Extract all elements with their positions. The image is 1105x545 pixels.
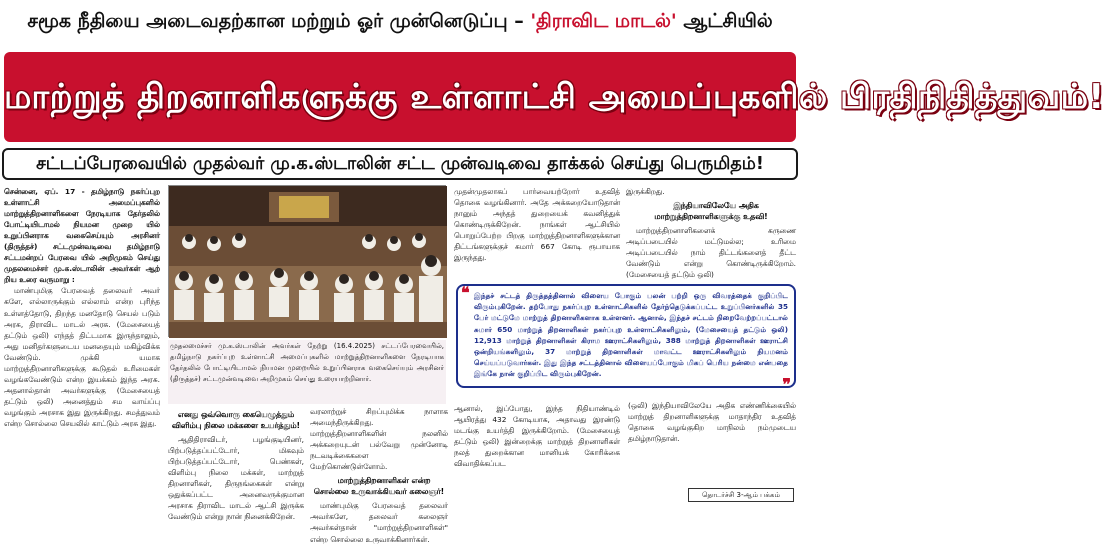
crosshead-india: இந்தியாவிலேயே அதிக மாற்றுத்திறனாளிகளுக்கு உதவி! [654,201,768,222]
article-column-1 [4,186,160,502]
article-column-6 [454,403,620,502]
callout-text: இந்தச் சட்டத் திருத்தத்தினால் விளைய போகும் பலன் பற்றி ஒரு விவரத்தைக் குறிப்பிட விரும்புகிறேன். தற்போது நகர்ப்புற உள்ளாட்சிகளில் தேர்ந்தெடுக்கப்பட்ட உறுப்பினர்களில் 35 பேர் மட்டுமே மாற்றுத் திறனாளிகளாக உள்ளனர். ஆனால், இந்தச் சட்டம் நிறைவேற்றப்பட்டால் சுமார் 650 மாற்றுத் திறனாளிகள் நகர்ப்புற உள்ளாட்சிகளிலும், (மேசையைத் தட்டும் ஒலி) 12,913 மாற்றுத் திறனாளிகள் கிராம ஊராட்சிகளிலும், 388 மாற்றுத் திறனாளிகள் ஊராட்சி ஒன்றியங்களிலும், 37 மாற்றுத் திறனாளிகள் மாவட்ட ஊராட்சிகளிலும் நியமனம் செய்யப்படுவார்கள். இது இந்த சட்டத்தினால் விளையப்போகும் மிகப் பெரிய நன்மை என்பதை இங்கே நான் குறிப்பிட விரும்புகிறேன். [474,291,788,379]
column-5-text-2: மாற்றுத்திறனாளிகளைக் கருணை அடிப்படையில் மட்டுமல்ல; உரிமை அடிப்படையில் நாம் திட்டங்களைத் தீட்ட வேண்டும் என்று கொண்டிருக்கிறோம். (மேசையைத் தட்டும் ஒலி) [626,226,796,280]
article-column-4 [454,186,620,278]
highlight-callout-box [456,283,796,394]
article-column-7 [628,400,796,500]
article-column-2 [168,406,304,522]
column-3-text-2: மாண்புமிகு பேரவைத் தலைவர் அவர்களே, தலைவர் கலைஞர் அவர்கள்தான் "மாற்றுத்திறனாளிகள்" என்ற சொல்லை உருவாக்கினார்கள். [310,501,448,544]
article-column-3 [310,406,448,544]
photo-caption: முதலமைச்சர் மு.க.ஸ்டாலின் அவர்கள் நேற்று (16.4.2025) சட்டப்பேரவையில், தமிழ்நாடு நகர்ப்புற உள்ளாட்சி அமைப்புகளில் மாற்றுத்திறனாளிகளை நேரடியாக தேர்தலில் போட்டியிடாமல் நியமன முறையில் உறுப்பினராக வகைசெய்யும் அரசினர் (திருத்தச்) சட்டமுன்வடிவை அறிமுகம் செய்து உரையாற்றினார். [168,340,446,404]
kicker-line [0,0,800,42]
crosshead-kalaignar: மாற்றுத்திறனாளிகள் என்ற சொல்லை உருவாக்கியவர் கலைஞர்! [313,476,445,497]
kicker-before: சமூக நீதியை அடைவதற்கான மற்றும் ஓர் முன்னெடுப்பு – [27,10,531,32]
column-7-text: (ஒலி) இந்தியாவிலேயே அதிக எண்ணிக்கையில் மாற்றுத் திறனாளிகளுக்கு மாதாந்திர உதவித் தொகை வழங்குகிற மாநிலம் நம்முடைய தமிழ்நாடுதான். [628,401,796,444]
body-paragraph: மாண்புமிகு பேரவைத் தலைவர் அவர் களே, எல்லாருக்கும் எல்லாம் என்ற புரிந்த உள்ளத்தோடு, திறந்த மனதோடு செயல் படும் அரசு, திராவிட மாடல் அரசு. (மேசையைத் தட்டும் ஒலி) எந்தத் திட்டமாக இருந்தாலும், அது மனிதர்களுடைய மனதையும் மகிழ்விக்க வேண்டும். முக்கி யமாக மாற்றுத்திறனாளிகளுக்கு கூடுதல் உரிமைகள் வழங்கவேண்டும் என்ற இயக்கம் இந்த அரசு. அதனால்தான் அவர்களுக்கு (மேசையைத் தட்டும் ஒலி) அனைத்தும் சம வாய்ப்பு வழங்கும் அரசாக இது இருக்கிறது. சமத்துவம் என்ற சொல்லை செயலில் காட்டும் அரசு இது. [4,286,160,428]
assembly-photo-image [169,186,447,338]
crosshead-signature: எனது ஒவ்வொரு கையெழுத்தும் விளிம்பு நிலை மக்களை உயர்த்தும்! [171,410,301,431]
quote-close-icon: ❞ [782,374,791,394]
kicker-after: ஆட்சியில் [676,10,773,32]
kicker-highlight: 'திராவிட மாடல்' [530,10,677,32]
article-column-5 [626,186,796,278]
column-6-text: ஆனால், இப்போது, இந்த நிதியாண்டில் ஆயிரத்து 432 கோடியாக, அதாவது இரண்டு மடங்கு உயர்த்தி இருக்கிறோம். (மேசையைத் தட்டும் ஒலி) இன்றைக்கு மாற்றுத் திறனாளிகள் நலத் துறைக்கான மானியக் கோரிக்கை விவாதிக்கப்பட [454,404,620,469]
column-2-text: ஆதிதிராவிடர், பழங்குடியினர், பிற்படுத்தப்பட்டோர், மிகவும் பிற்படுத்தப்பட்டோர், பெண்கள், விளிம்பு நிலை மக்கள், மாற்றுத் திறனாளிகள், திருநங்கைகள் என்று ஒதுக்கப்பட்ட அனைவருக்குமான அரசாக திராவிட மாடல் ஆட்சி இருக்க வேண்டும் என்று நான் நினைக்கிறேன். [168,435,304,522]
lead-paragraph: தமிழ்நாடு நகர்ப்புற உள்ளாட்சி அமைப்புகளில் மாற்றுத்திறனாளிகளை நேரடியாக தேர்தலில் போட்டியிடாமல் நியமன முறை யில் உறுப்பினராக வகைசெய்யும் அரசினர் (திருத்தச்) சட்டமுன்வடிவை தமிழ்நாடு சட்டமன்றப் பேரவை யில் அறிமுகம் செய்து முதலமைச்சர் மு.க.ஸ்டாலின் அவர்கள் ஆற் றிய உரை வருமாறு : [4,187,160,285]
dateline: சென்னை, ஏப். 17 - [4,187,85,196]
main-headline: மாற்றுத் திறனாளிகளுக்கு உள்ளாட்சி அமைப்புகளில் பிரதிநிதித்துவம்! [4,52,796,142]
continued-on-page-label: தொடர்ச்சி 3-ஆம் பக்கம் [688,488,794,502]
assembly-photo [168,185,446,337]
quote-open-icon: ❝ [461,283,470,302]
subheadline: சட்டப்பேரவையில் முதல்வர் மு.க.ஸ்டாலின் சட்ட முன்வடிவை தாக்கல் செய்து பெருமிதம்! [2,148,798,180]
column-3-text: வரலாற்றுச் சிறப்புமிக்க நாளாக அமைந்திருக்கிறது. மாற்றுத்திறனாளிகளின் நலனில் அக்கறையுடன் பல்வேறு முன்னோடி நடவடிக்கைகளை மேற்கொண்டுள்ளோம். [310,407,448,472]
column-5-text: இருக்கிறது. [626,187,665,196]
column-4-text: முதன்முதலாகப் பார்வையற்றோர் உதவித் தொகை வழங்கினார். அதே அக்கறையோடுதான் நானும் அந்தத் துறையைக் கவனித்துக் கொண்டிருக்கிறேன். நாங்கள் ஆட்சியில் பொறுப்பேற்ற பிறகு மாற்றுத்திறனாளிகளுக்கான திட்டங்களுக்குச் சுமார் 667 கோடி ரூபாயாக இருந்தது. [454,187,620,263]
